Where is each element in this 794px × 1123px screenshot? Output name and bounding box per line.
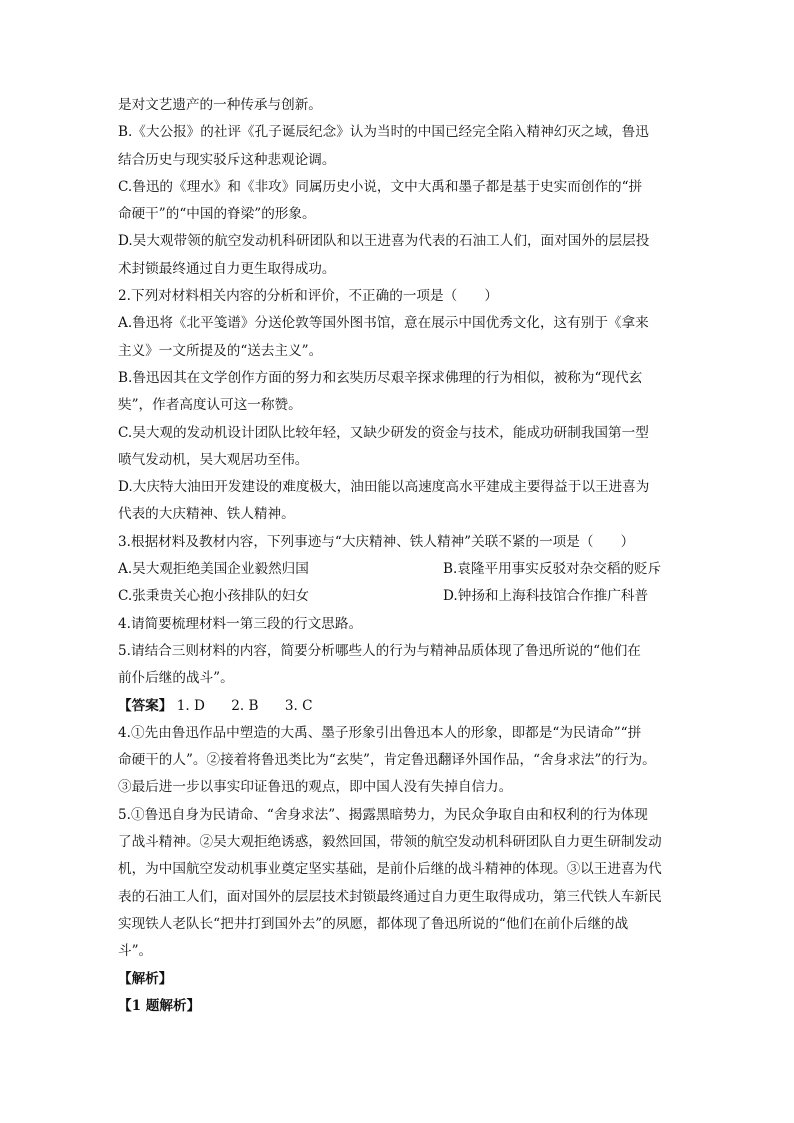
text-line: D.吴大观带领的航空发动机科研团队和以王进喜为代表的石油工人们，面对国外的层层投	[118, 233, 650, 250]
answer-label: 【答案】	[118, 697, 173, 714]
option-b: B.袁隆平用事实反驳对杂交稻的贬斥	[443, 561, 662, 578]
document-page	[118, 92, 678, 1020]
text-line: 前仆后继的战斗”。	[118, 670, 234, 687]
text-line: 表的石油工人们，面对国外的层层技术封锁最终通过自力更生取得成功，第三代铁人车新民	[118, 888, 662, 905]
analysis-label: 【解析】	[118, 970, 173, 987]
text-line: C.鲁迅的《理水》和《非攻》同属历史小说，文中大禹和墨子都是基于史实而创作的“拼	[118, 178, 643, 195]
text-line: 机，为中国航空发动机事业奠定坚实基础，是前仆后继的战斗精神的体现。③以王进喜为代	[118, 861, 662, 878]
option-d: D.钟扬和上海科技馆合作推广科普	[443, 588, 649, 605]
text-line: B.《大公报》的社评《孔子诞辰纪念》认为当时的中国已经完全陷入精神幻灭之域，鲁迅	[118, 124, 649, 141]
text-line: C.吴大观的发动机设计团队比较年轻，又缺少研发的资金与技术，能成功研制我国第一型	[118, 424, 649, 441]
question-2-stem: 2.下列对材料相关内容的分析和评价，不正确的一项是（ ）	[118, 288, 498, 305]
text-line: 主义》一文所提及的“送去主义”。	[118, 342, 323, 359]
option-c: C.张秉贵关心抱小孩排队的妇女	[118, 588, 309, 605]
text-line: ③最后进一步以事实印证鲁迅的观点，即中国人没有失掉自信力。	[118, 779, 513, 796]
text-line: 命硬干”的“中国的脊梁”的形象。	[118, 206, 316, 223]
text-line: 代表的大庆精神、铁人精神。	[118, 506, 295, 523]
question-4-stem: 4.请简要梳理材料一第三段的行文思路。	[118, 615, 363, 632]
question-3-options-row-2	[118, 583, 678, 610]
answer-3: 3. C	[284, 697, 313, 714]
question-3-stem: 3.根据材料及教材内容，下列事迹与“大庆精神、铁人精神”关联不紧的一项是（ ）	[118, 533, 635, 550]
answer-5-text: 5.①鲁迅自身为民请命、“舍身求法”、揭露黑暗势力，为民众争取自由和权利的行为体现	[118, 806, 648, 823]
answer-line	[118, 693, 678, 720]
question-3-options-row-1	[118, 556, 678, 583]
option-a: A.吴大观拒绝美国企业毅然归国	[118, 561, 309, 578]
text-line: 实现铁人老队长“把井打到国外去”的夙愿，都体现了鲁迅所说的“他们在前仆后继的战	[118, 915, 629, 932]
text-line: 奘”，作者高度认可这一称赞。	[118, 397, 302, 414]
text-line: 结合历史与现实驳斥这种悲观论调。	[118, 151, 336, 168]
text-line: A.鲁迅将《北平笺谱》分送伦敦等国外图书馆，意在展示中国优秀文化，这有别于《拿来	[118, 315, 649, 332]
answer-4-text: 4.①先由鲁迅作品中塑造的大禹、墨子形象引出鲁迅本人的形象，即都是“为民请命”“拼	[118, 724, 642, 741]
text-line: 命硬干的人”。②接着将鲁迅类比为“玄奘”，肯定鲁迅翻译外国作品，“舍身求法”的行为。	[118, 752, 656, 769]
text-line: D.大庆特大油田开发建设的难度极大，油田能以高速度高水平建成主要得益于以王进喜为	[118, 479, 650, 496]
text-line: 斗”。	[118, 943, 153, 960]
answer-1: 1. D	[176, 697, 205, 714]
text-line: 是对文艺遗产的一种传承与创新。	[118, 97, 322, 113]
question-5-stem: 5.请结合三则材料的内容，简要分析哪些人的行为与精神品质体现了鲁迅所说的“他们在	[118, 642, 641, 659]
text-line: 喷气发动机，吴大观居功至伟。	[118, 451, 309, 468]
text-line: 术封锁最终通过自力更生取得成功。	[118, 260, 336, 277]
text-line: 了战斗精神。②吴大观拒绝诱惑，毅然回国，带领的航空发动机科研团队自力更生研制发动	[118, 834, 662, 851]
q1-analysis-label: 【1 题解析】	[118, 997, 201, 1014]
answer-2: 2. B	[231, 697, 259, 714]
text-line: B.鲁迅因其在文学创作方面的努力和玄奘历尽艰辛探求佛理的行为相似，被称为“现代玄	[118, 369, 643, 386]
